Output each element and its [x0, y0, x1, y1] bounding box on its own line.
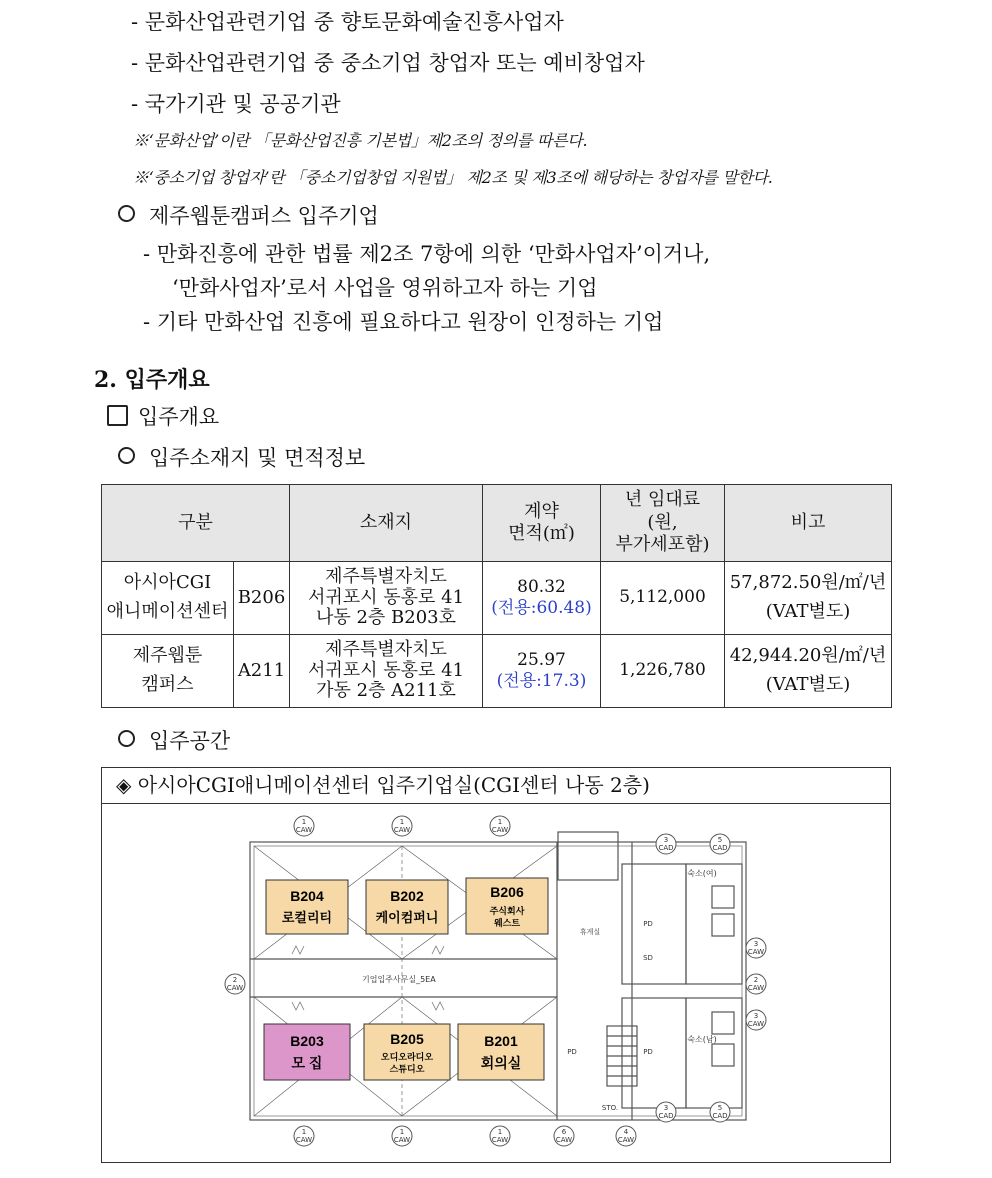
- circle-bullet-icon: [118, 205, 135, 222]
- svg-text:로컬리티: 로컬리티: [281, 910, 333, 925]
- svg-text:CAD: CAD: [658, 1112, 674, 1120]
- cell-area: 25.97 (전용:17.3): [483, 635, 601, 708]
- svg-text:1: 1: [301, 1128, 307, 1136]
- svg-text:숙소(남): 숙소(남): [687, 1035, 717, 1044]
- svg-text:스튜디오: 스튜디오: [389, 1064, 425, 1074]
- svg-text:B205: B205: [390, 1031, 424, 1047]
- svg-text:오디오라디오: 오디오라디오: [380, 1052, 434, 1062]
- lease-table: [101, 484, 892, 708]
- note-1: ※‘문화산업’이란 「문화산업진흥 기본법」제2조의 정의를 따른다.: [133, 131, 588, 150]
- table-header-row: [102, 485, 892, 562]
- header-category: 구분: [102, 485, 290, 562]
- svg-text:6: 6: [561, 1128, 567, 1136]
- svg-text:CAW: CAW: [295, 1136, 313, 1144]
- svg-text:3: 3: [663, 836, 669, 844]
- svg-text:CAW: CAW: [393, 1136, 411, 1144]
- svg-text:2: 2: [232, 976, 238, 984]
- room-b205: [364, 1024, 450, 1080]
- svg-text:1: 1: [497, 818, 503, 826]
- svg-text:CAW: CAW: [555, 1136, 573, 1144]
- cell-note: 57,872.50원/㎡/년 (VAT별도): [725, 562, 892, 635]
- bullet-2: - 문화산업관련기업 중 중소기업 창업자 또는 예비창업자: [131, 51, 645, 75]
- svg-text:웨스트: 웨스트: [493, 918, 521, 928]
- svg-text:3: 3: [753, 1012, 759, 1020]
- svg-text:STO.: STO.: [601, 1104, 619, 1112]
- location-title: 입주소재지 및 면적정보: [118, 442, 365, 472]
- cell-room: B206: [234, 562, 290, 635]
- svg-text:5: 5: [717, 836, 723, 844]
- header-note: 비고: [725, 485, 892, 562]
- svg-text:1: 1: [399, 1128, 405, 1136]
- cell-address: 제주특별자치도 서귀포시 동홍로 41 나동 2층 B203호: [290, 562, 483, 635]
- svg-text:PD: PD: [643, 920, 653, 928]
- cell-rent: 1,226,780: [601, 635, 725, 708]
- floor-plan: [102, 804, 890, 1162]
- svg-text:CAW: CAW: [491, 826, 509, 834]
- room-b203: [264, 1024, 350, 1080]
- room-b206: [466, 878, 548, 934]
- svg-text:5: 5: [717, 1104, 723, 1112]
- table-row: [102, 635, 892, 708]
- svg-text:1: 1: [301, 818, 307, 826]
- svg-text:PD: PD: [643, 1048, 653, 1056]
- cell-address: 제주특별자치도 서귀포시 동홍로 41 가동 2층 A211호: [290, 635, 483, 708]
- svg-text:B206: B206: [490, 884, 524, 900]
- webtoon-item1-line1: - 만화진흥에 관한 법률 제2조 7항에 의한 ‘만화사업자’이거나,: [143, 242, 711, 266]
- svg-text:CAW: CAW: [617, 1136, 635, 1144]
- svg-text:CAD: CAD: [712, 1112, 728, 1120]
- svg-text:B202: B202: [390, 888, 424, 904]
- svg-text:CAD: CAD: [712, 844, 728, 852]
- svg-text:CAW: CAW: [226, 984, 244, 992]
- webtoon-item2: - 기타 만화산업 진흥에 필요하다고 원장이 인정하는 기업: [143, 310, 664, 334]
- webtoon-title: 제주웹툰캠퍼스 입주기업: [118, 200, 379, 230]
- svg-text:CAW: CAW: [491, 1136, 509, 1144]
- svg-text:2: 2: [753, 976, 759, 984]
- svg-text:B203: B203: [290, 1033, 324, 1049]
- svg-text:PD: PD: [567, 1048, 577, 1056]
- svg-text:CAW: CAW: [747, 984, 765, 992]
- bullet-1: - 문화산업관련기업 중 향토문화예술진흥사업자: [131, 10, 564, 34]
- table-row: [102, 562, 892, 635]
- bullet-3: - 국가기관 및 공공기관: [131, 92, 341, 116]
- checkbox-square-icon: [107, 405, 128, 426]
- cell-area: 80.32 (전용:60.48): [483, 562, 601, 635]
- svg-text:1: 1: [399, 818, 405, 826]
- floor-plan-box: [101, 767, 891, 1163]
- circle-bullet-icon: [118, 730, 135, 747]
- svg-text:1: 1: [497, 1128, 503, 1136]
- svg-text:주식회사: 주식회사: [489, 906, 525, 916]
- cell-name: 아시아CGI 애니메이션센터: [102, 562, 234, 635]
- cell-note: 42,944.20원/㎡/년 (VAT별도): [725, 635, 892, 708]
- svg-text:B204: B204: [290, 888, 324, 904]
- circle-bullet-icon: [118, 447, 135, 464]
- svg-text:숙소(여): 숙소(여): [687, 869, 717, 878]
- header-address: 소재지: [290, 485, 483, 562]
- header-rent: 년 임대료 (원, 부가세포함): [601, 485, 725, 562]
- svg-text:CAW: CAW: [747, 1020, 765, 1028]
- svg-text:CAW: CAW: [393, 826, 411, 834]
- svg-text:모 집: 모 집: [291, 1055, 323, 1071]
- svg-text:3: 3: [663, 1104, 669, 1112]
- webtoon-item1-line2: ‘만화사업자’로서 사업을 영위하고자 하는 기업: [172, 276, 598, 300]
- svg-text:CAW: CAW: [295, 826, 313, 834]
- svg-text:회의실: 회의실: [480, 1055, 522, 1071]
- corridor-label: 기업입주사무실_5EA: [362, 975, 436, 984]
- room-b204: [266, 880, 348, 934]
- note-2: ※‘중소기업 창업자’란 「중소기업창업 지원법」 제2조 및 제3조에 해당하는 창업자를 말한다.: [133, 168, 773, 187]
- floor-plan-caption: ◈ 아시아CGI애니메이션센터 입주기업실(CGI센터 나동 2층): [102, 768, 890, 804]
- space-title: 입주공간: [118, 725, 230, 755]
- header-area: 계약 면적(㎡): [483, 485, 601, 562]
- cell-room: A211: [234, 635, 290, 708]
- sub-heading: 입주개요: [107, 401, 219, 431]
- svg-text:SD: SD: [643, 954, 653, 962]
- cell-name: 제주웹툰 캠퍼스: [102, 635, 234, 708]
- svg-text:CAD: CAD: [658, 844, 674, 852]
- svg-text:CAW: CAW: [747, 948, 765, 956]
- section-heading: 2. 입주개요: [94, 367, 210, 393]
- lounge-label: 휴게실: [579, 928, 601, 936]
- room-b202: [366, 880, 448, 934]
- svg-text:케이컴퍼니: 케이컴퍼니: [375, 910, 439, 925]
- svg-text:4: 4: [623, 1128, 629, 1136]
- cell-rent: 5,112,000: [601, 562, 725, 635]
- room-b201: [458, 1024, 544, 1080]
- svg-text:B201: B201: [484, 1033, 518, 1049]
- svg-text:3: 3: [753, 940, 759, 948]
